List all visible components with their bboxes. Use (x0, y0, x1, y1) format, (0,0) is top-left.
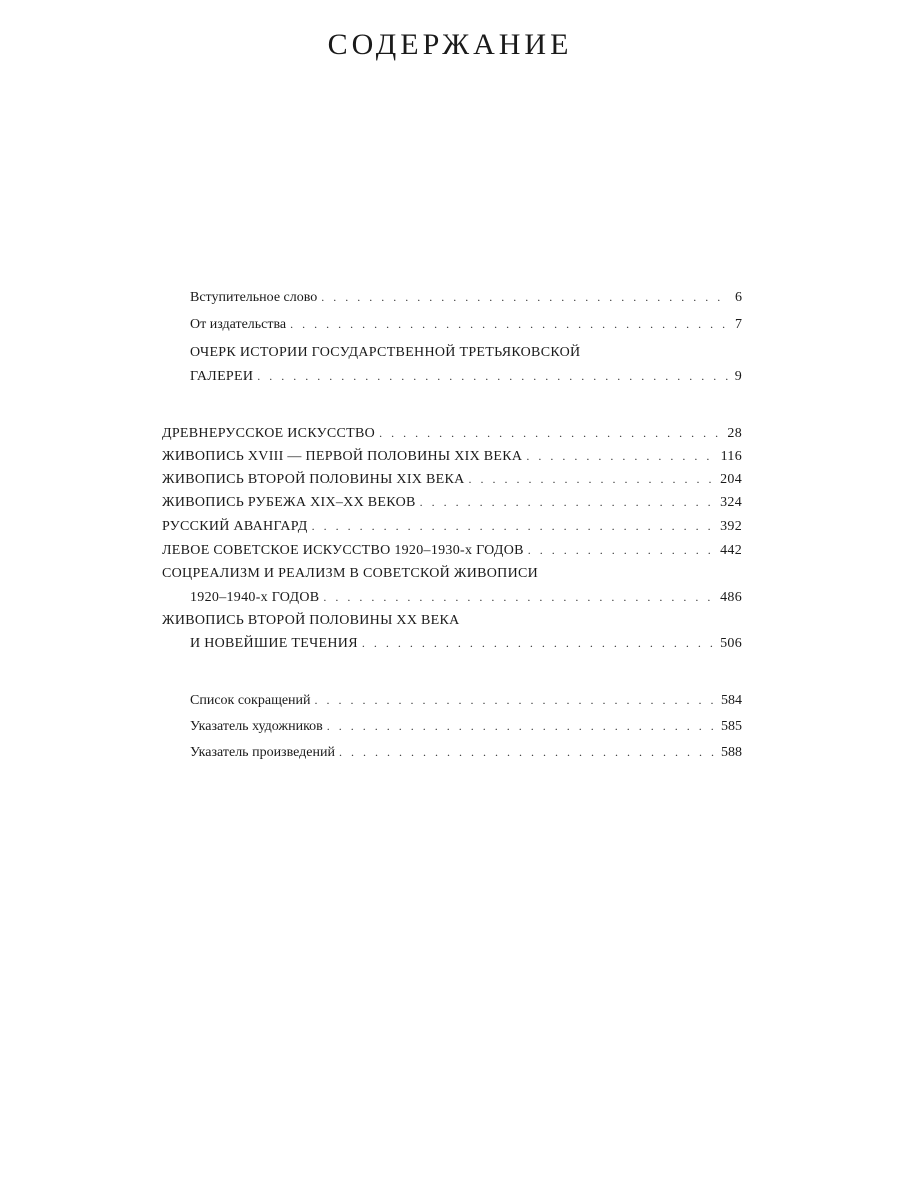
toc-section-socrealism[interactable] (190, 590, 742, 608)
toc-page-number: 7 (735, 317, 742, 332)
toc-section[interactable] (162, 543, 742, 561)
dot-leader (312, 519, 714, 534)
toc-entry-label: Указатель художников (190, 719, 323, 734)
dot-leader (327, 719, 715, 734)
toc-page-number: 506 (720, 636, 742, 651)
toc-page-number: 9 (734, 369, 742, 384)
toc-section-socrealism-line1[interactable]: СОЦРЕАЛИЗМ И РЕАЛИЗМ В СОВЕТСКОЙ ЖИВОПИСИ (162, 566, 539, 581)
toc-appendix-works[interactable] (190, 745, 742, 763)
toc-page-number: 584 (721, 693, 742, 708)
toc-entry-essay-line1[interactable]: ОЧЕРК ИСТОРИИ ГОСУДАРСТВЕННОЙ ТРЕТЬЯКОВСКОЙ (190, 345, 581, 360)
toc-entry-label: ЖИВОПИСЬ ВТОРОЙ ПОЛОВИНЫ XIX ВЕКА (162, 472, 465, 487)
toc-page-number: 6 (735, 290, 742, 305)
dot-leader (321, 290, 729, 305)
toc-page-number: 392 (720, 519, 742, 534)
toc-section[interactable] (162, 495, 742, 513)
toc-entry-label: ЖИВОПИСЬ XVIII — ПЕРВОЙ ПОЛОВИНЫ XIX ВЕКА (162, 449, 523, 464)
toc-page-number: 204 (720, 472, 742, 487)
toc-section-modern[interactable] (190, 636, 742, 654)
toc-entry-label: ЖИВОПИСЬ РУБЕЖА XIX–XX ВЕКОВ (162, 495, 416, 510)
toc-section-modern-line1[interactable]: ЖИВОПИСЬ ВТОРОЙ ПОЛОВИНЫ XX ВЕКА (162, 613, 460, 628)
toc-section[interactable] (162, 449, 742, 467)
dot-leader (290, 317, 729, 332)
dot-leader (420, 495, 714, 510)
page-title: СОДЕРЖАНИЕ (327, 28, 573, 61)
toc-entry-label: 1920–1940-х ГОДОВ (190, 590, 320, 605)
toc-page-number: 588 (721, 745, 742, 760)
toc-page-number: 585 (721, 719, 742, 734)
toc-page-number: 28 (727, 426, 742, 441)
toc-entry-publisher[interactable] (190, 317, 742, 335)
dot-leader (526, 449, 714, 464)
toc-section[interactable] (162, 426, 742, 444)
dot-leader (379, 426, 721, 441)
toc-page-number: 324 (720, 495, 742, 510)
toc-entry-label: РУССКИЙ АВАНГАРД (162, 519, 308, 534)
toc-entry-label: ГАЛЕРЕИ (190, 369, 254, 384)
toc-entry-intro[interactable] (190, 290, 742, 308)
dot-leader (528, 543, 714, 558)
toc-entry-label: Вступительное слово (190, 290, 318, 305)
dot-leader (339, 745, 715, 760)
toc-appendix-abbreviations[interactable] (190, 693, 742, 711)
toc-entry-label: ДРЕВНЕРУССКОЕ ИСКУССТВО (162, 426, 376, 441)
toc-entry-label: От издательства (190, 317, 287, 332)
toc-page-number: 442 (720, 543, 742, 558)
toc-section[interactable] (162, 519, 742, 537)
toc-entry-label: Указатель произведений (190, 745, 335, 760)
toc-appendix-artists[interactable] (190, 719, 742, 737)
toc-section[interactable] (162, 472, 742, 490)
toc-entry-label: Список сокращений (190, 693, 311, 708)
toc-page-number: 116 (720, 449, 742, 464)
dot-leader (323, 590, 714, 605)
toc-entry-label: И НОВЕЙШИЕ ТЕЧЕНИЯ (190, 636, 358, 651)
toc-entry-essay[interactable] (190, 369, 742, 387)
dot-leader (469, 472, 715, 487)
toc-page-number: 486 (720, 590, 742, 605)
dot-leader (315, 693, 715, 708)
dot-leader (257, 369, 728, 384)
dot-leader (362, 636, 714, 651)
toc-entry-label: ЛЕВОЕ СОВЕТСКОЕ ИСКУССТВО 1920–1930-х ГОДОВ (162, 543, 524, 558)
